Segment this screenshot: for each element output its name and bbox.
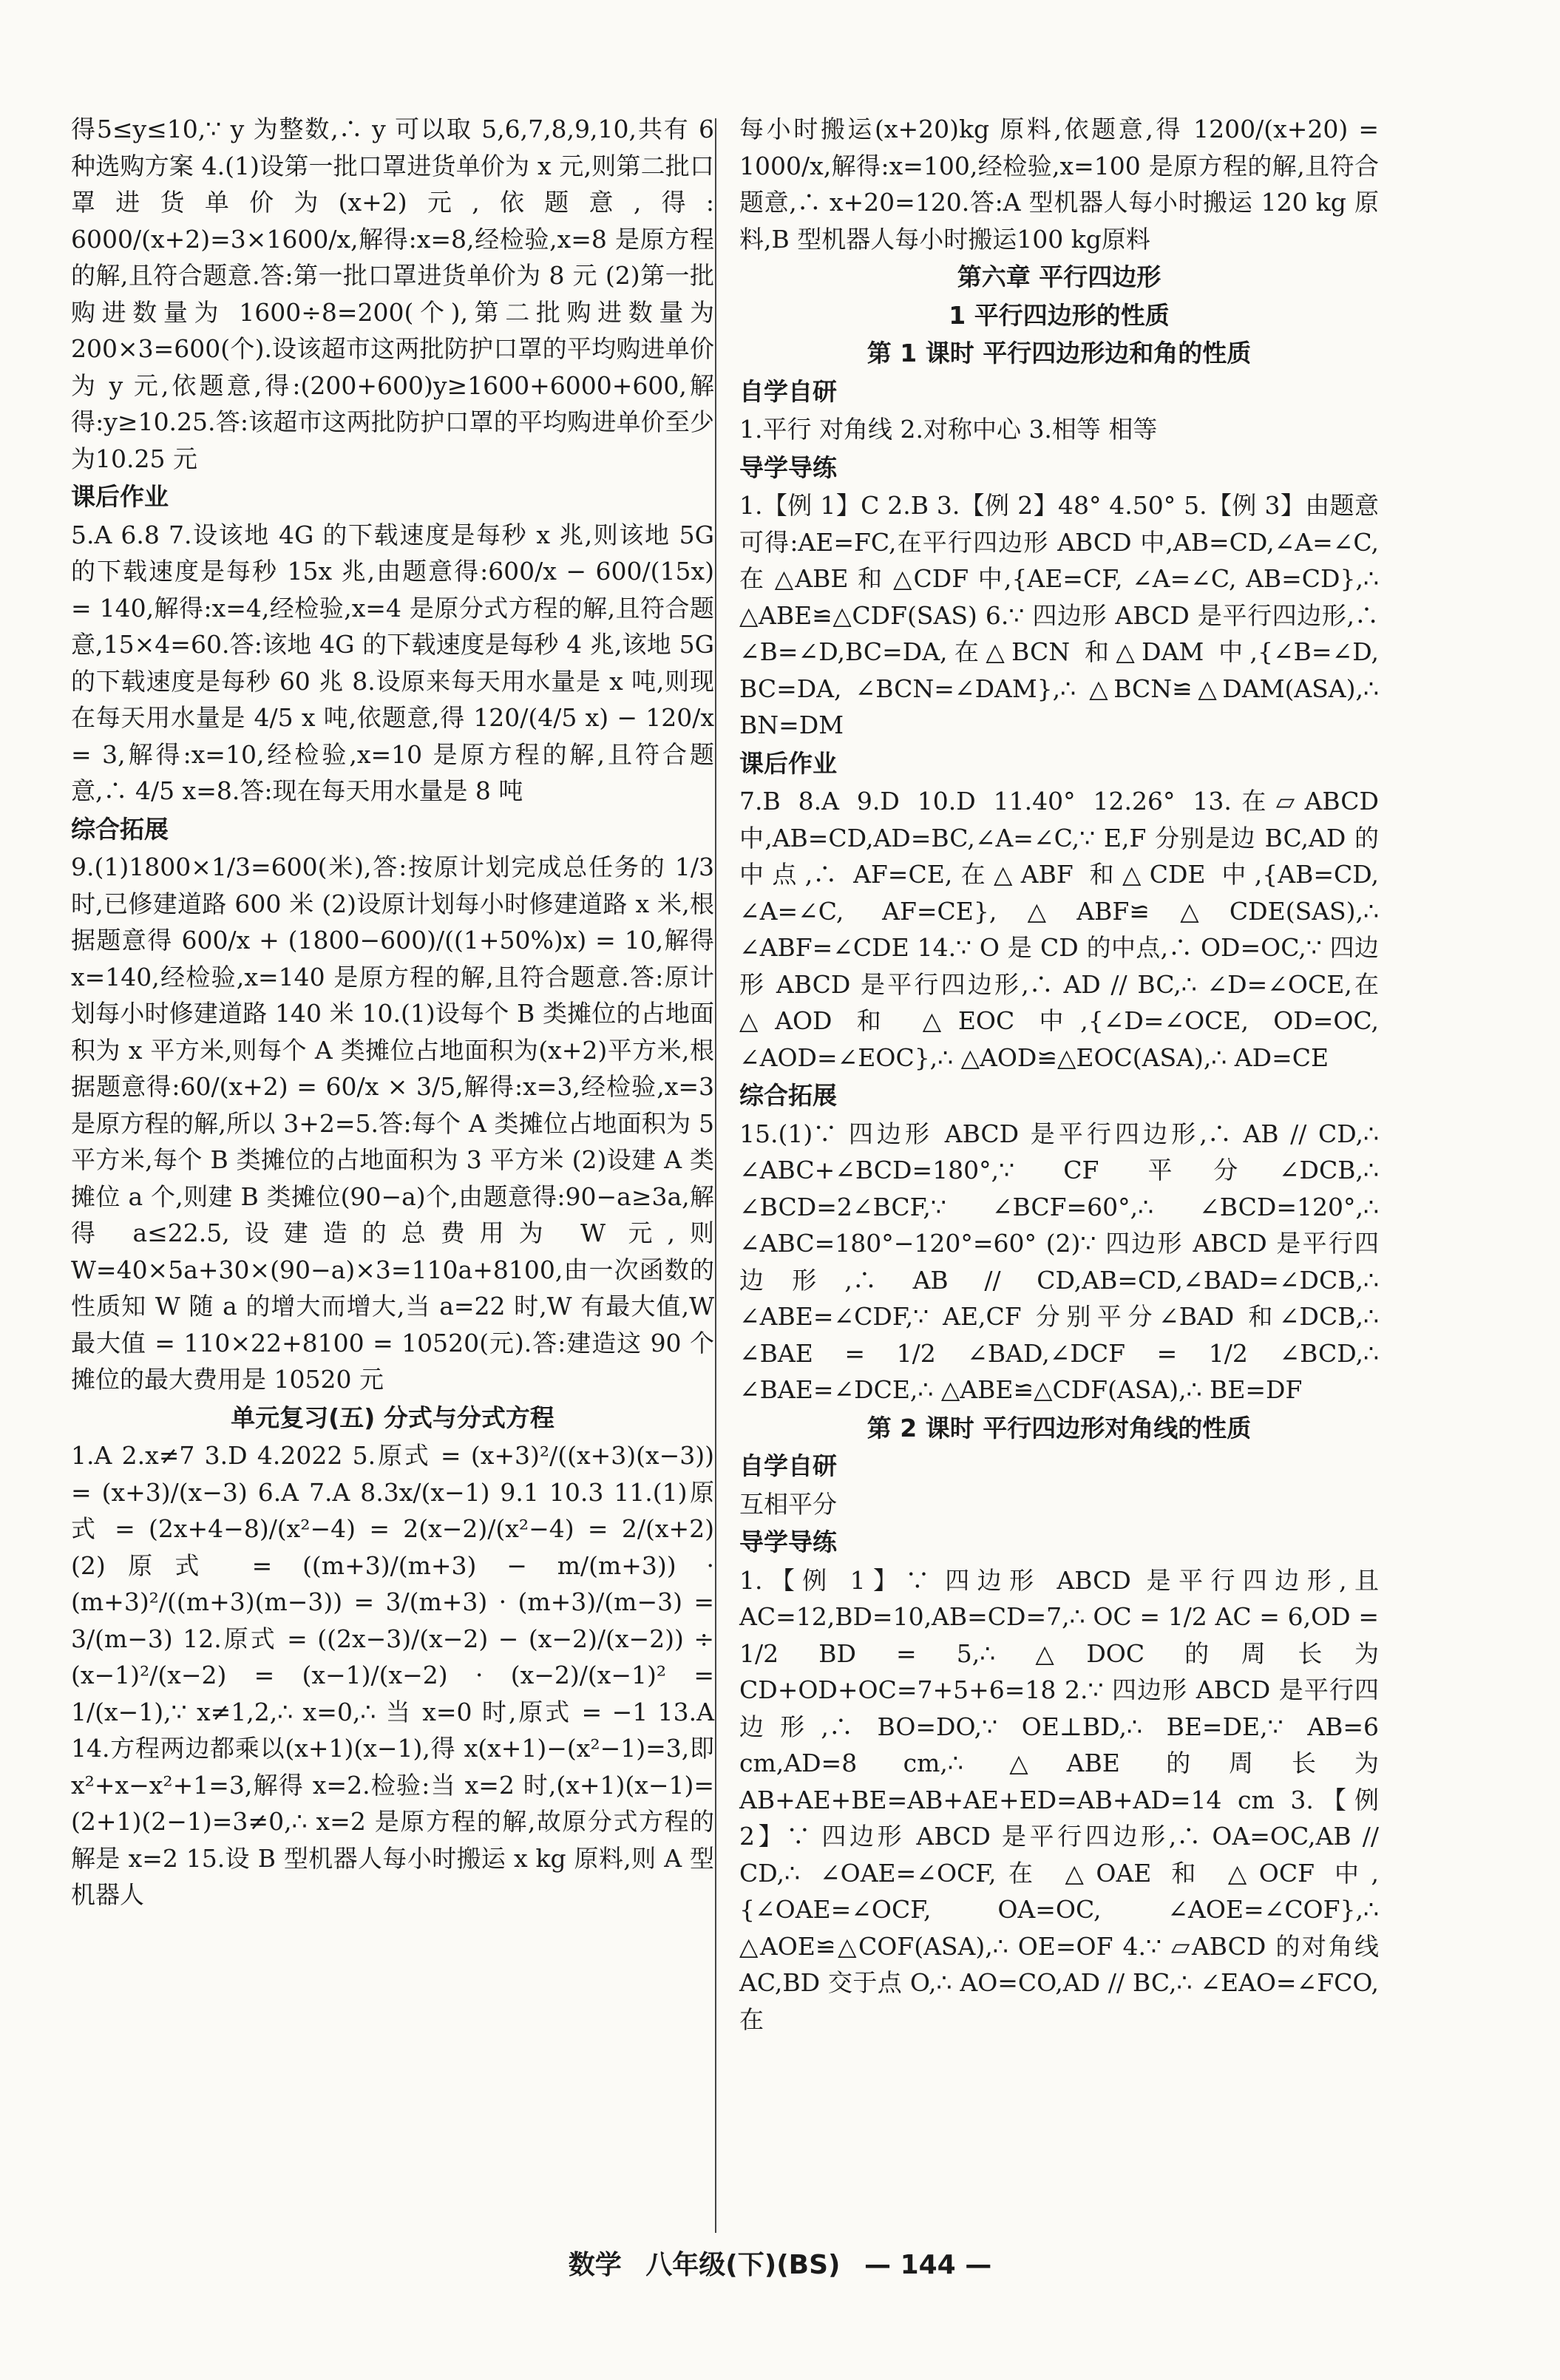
answer-paragraph: 5.A 6.8 7.设该地 4G 的下载速度是每秒 x 兆,则该地 5G 的下载速度是每秒 15x 兆,由题意得:600/x − 600/(15x) = 140,解得:x=4,经检验,x=4 是原分式方程的解,且符合题意,15×4=60.答:该地 4G 的下载速度是每秒 4 兆,该地 5G 的下载速度是每秒 60 兆 8.设原来每天用水量是 x 吨,则现在每天用水量是 4/5 x 吨,依题意,得 120/(4/5 x) − 120/x = 3,解得:x=10,经检验,x=10 是原方程的解,且符合题意,∴ 4/5 x=8.答:现在每天用水量是 8 吨	[71, 520, 714, 805]
section-heading: 自学自研	[739, 1451, 837, 1480]
section-heading: 自学自研	[739, 376, 837, 406]
page-footer	[0, 2244, 1560, 2282]
section-heading: 导学导练	[739, 452, 837, 482]
answer-paragraph: 1.【例 1】C 2.B 3.【例 2】48° 4.50° 5.【例 3】由题意可得:AE=FC,在平行四边形 ABCD 中,AB=CD,∠A=∠C,在 △ABE 和 △CDF 中,{AE=CF, ∠A=∠C, AB=CD},∴ △ABE≌△CDF(SAS) 6.∵ 四边形 ABCD 是平行四边形,∴ ∠B=∠D,BC=DA,在△BCN 和△DAM 中,{∠B=∠D, BC=DA, ∠BCN=∠DAM},∴ △BCN≌△DAM(ASA),∴ BN=DM	[739, 491, 1379, 739]
section-heading: 导学导练	[739, 1528, 837, 1556]
answer-paragraph: 1.A 2.x≠7 3.D 4.2022 5.原式 = (x+3)²/((x+3)(x−3)) = (x+3)/(x−3) 6.A 7.A 8.3x/(x−1) 9.1 10.3 11.(1)原式 = (2x+4−8)/(x²−4) = 2(x−2)/(x²−4) = 2/(x+2) (2)原式 = ((m+3)/(m+3) − m/(m+3)) · (m+3)²/((m+3)(m−3)) = 3/(m+3) · (m+3)/(m−3) = 3/(m−3) 12.原式 = ((2x−3)/(x−2) − (x−2)/(x−2)) ÷ (x−1)²/(x−2) = (x−1)/(x−2) · (x−2)/(x−1)² = 1/(x−1),∵ x≠1,2,∴ x=0,∴ 当 x=0 时,原式 = −1 13.A 14.方程两边都乘以(x+1)(x−1),得 x(x+1)−(x²−1)=3,即 x²+x−x²+1=3,解得 x=2.检验:当 x=2 时,(x+1)(x−1)=(2+1)(2−1)=3≠0,∴ x=2 是原方程的解,故原分式方程的解是 x=2 15.设 B 型机器人每小时搬运 x kg 原料,则 A 型机器人	[71, 1441, 714, 1909]
right-column	[739, 111, 1379, 2038]
answer-paragraph: 9.(1)1800×1/3=600(米),答:按原计划完成总任务的 1/3 时,已修建道路 600 米 (2)设原计划每小时修建道路 x 米,根据题意得 600/x + (1800−600)/((1+50%)x) = 10,解得 x=140,经检验,x=140 是原方程的解,且符合题意.答:原计划每小时修建道路 140 米 10.(1)设每个 B 类摊位的占地面积为 x 平方米,则每个 A 类摊位占地面积为(x+2)平方米,根据题意得:60/(x+2) = 60/x × 3/5,解得:x=3,经检验,x=3 是原方程的解,所以 3+2=5.答:每个 A 类摊位占地面积为 5 平方米,每个 B 类摊位的占地面积为 3 平方米 (2)设建 A 类摊位 a 个,则建 B 类摊位(90−a)个,由题意得:90−a≥3a,解得 a≤22.5,设建造的总费用为 W 元,则 W=40×5a+30×(90−a)×3=110a+8100,由一次函数的性质知 W 随 a 的增大而增大,当 a=22 时,W 有最大值,W最大值 = 110×22+8100 = 10520(元).答:建造这 90 个摊位的最大费用是 10520 元	[71, 852, 714, 1394]
footer-grade: 八年级(下)(BS)	[645, 2250, 841, 2280]
answer-paragraph: 每小时搬运(x+20)kg 原料,依题意,得 1200/(x+20) = 1000/x,解得:x=100,经检验,x=100 是原方程的解,且符合题意,∴ x+20=120.答:A 型机器人每小时搬运 120 kg 原料,B 型机器人每小时搬运100 kg原料	[739, 115, 1379, 254]
section-heading: 综合拓展	[71, 814, 169, 844]
section-heading: 课后作业	[71, 482, 169, 511]
left-column	[71, 111, 714, 1913]
chapter-heading: 第 1 课时 平行四边形边和角的性质	[867, 339, 1252, 367]
chapter-heading: 第六章 平行四边形	[957, 262, 1161, 291]
answer-paragraph: 7.B 8.A 9.D 10.D 11.40° 12.26° 13.在▱ABCD 中,AB=CD,AD=BC,∠A=∠C,∵ E,F 分别是边 BC,AD 的中点,∴ AF=CE,在△ABF 和△CDE 中,{AB=CD, ∠A=∠C, AF=CE},△ABF≌△CDE(SAS),∴ ∠ABF=∠CDE 14.∵ O 是 CD 的中点,∴ OD=OC,∵ 四边形 ABCD 是平行四边形,∴ AD // BC,∴ ∠D=∠OCE,在 △AOD 和 △EOC 中,{∠D=∠OCE, OD=OC, ∠AOD=∠EOC},∴ △AOD≌△EOC(ASA),∴ AD=CE	[739, 787, 1379, 1072]
answer-paragraph: 1.【例 1】∵ 四边形 ABCD 是平行四边形,且 AC=12,BD=10,AB=CD=7,∴ OC = 1/2 AC = 6,OD = 1/2 BD = 5,∴ △DOC 的周长为 CD+OD+OC=7+5+6=18 2.∵ 四边形 ABCD 是平行四边形,∴ BO=DO,∵ OE⊥BD,∴ BE=DE,∵ AB=6 cm,AD=8 cm,∴ △ABE 的周长为 AB+AE+BE=AB+AE+ED=AB+AD=14 cm 3.【例 2】∵ 四边形 ABCD 是平行四边形,∴ OA=OC,AB // CD,∴ ∠OAE=∠OCF,在 △OAE 和 △OCF 中,{∠OAE=∠OCF, OA=OC, ∠AOE=∠COF},∴ △AOE≌△COF(ASA),∴ OE=OF 4.∵ ▱ABCD 的对角线 AC,BD 交于点 O,∴ AO=CO,AD // BC,∴ ∠EAO=∠FCO,在	[739, 1565, 1379, 2034]
answer-paragraph: 互相平分	[739, 1489, 837, 1519]
answer-paragraph: 1.平行 对角线 2.对称中心 3.相等 相等	[739, 415, 1158, 444]
footer-subject: 数学	[568, 2250, 622, 2280]
chapter-heading: 单元复习(五) 分式与分式方程	[231, 1403, 555, 1432]
column-divider	[715, 118, 716, 2233]
answer-paragraph: 得5≤y≤10,∵ y 为整数,∴ y 可以取 5,6,7,8,9,10,共有 6 种选购方案 4.(1)设第一批口罩进货单价为 x 元,则第二批口罩进货单价为(x+2)元,依题意,得: 6000/(x+2)=3×1600/x,解得:x=8,经检验,x=8 是原方程的解,且符合题意.答:第一批口罩进货单价为 8 元 (2)第一批购进数量为 1600÷8=200(个),第二批购进数量为 200×3=600(个).设该超市这两批防护口罩的平均购进单价为 y 元,依题意,得:(200+600)y≥1600+6000+600,解得:y≥10.25.答:该超市这两批防护口罩的平均购进单价至少为10.25 元	[71, 115, 714, 473]
section-heading: 综合拓展	[739, 1081, 837, 1110]
footer-page-number: — 144 —	[864, 2250, 992, 2280]
section-heading: 课后作业	[739, 748, 837, 778]
chapter-heading: 第 2 课时 平行四边形对角线的性质	[867, 1413, 1252, 1442]
answer-paragraph: 15.(1)∵ 四边形 ABCD 是平行四边形,∴ AB // CD,∴ ∠ABC+∠BCD=180°,∵ CF 平分∠DCB,∴ ∠BCD=2∠BCF,∵ ∠BCF=60°,∴ ∠BCD=120°,∴ ∠ABC=180°−120°=60° (2)∵ 四边形 ABCD 是平行四边形,∴ AB // CD,AB=CD,∠BAD=∠DCB,∴ ∠ABE=∠CDF,∵ AE,CF 分别平分∠BAD 和∠DCB,∴ ∠BAE = 1/2 ∠BAD,∠DCF = 1/2 ∠BCD,∴ ∠BAE=∠DCE,∴ △ABE≌△CDF(ASA),∴ BE=DF	[739, 1119, 1380, 1404]
chapter-heading: 1 平行四边形的性质	[949, 300, 1170, 330]
